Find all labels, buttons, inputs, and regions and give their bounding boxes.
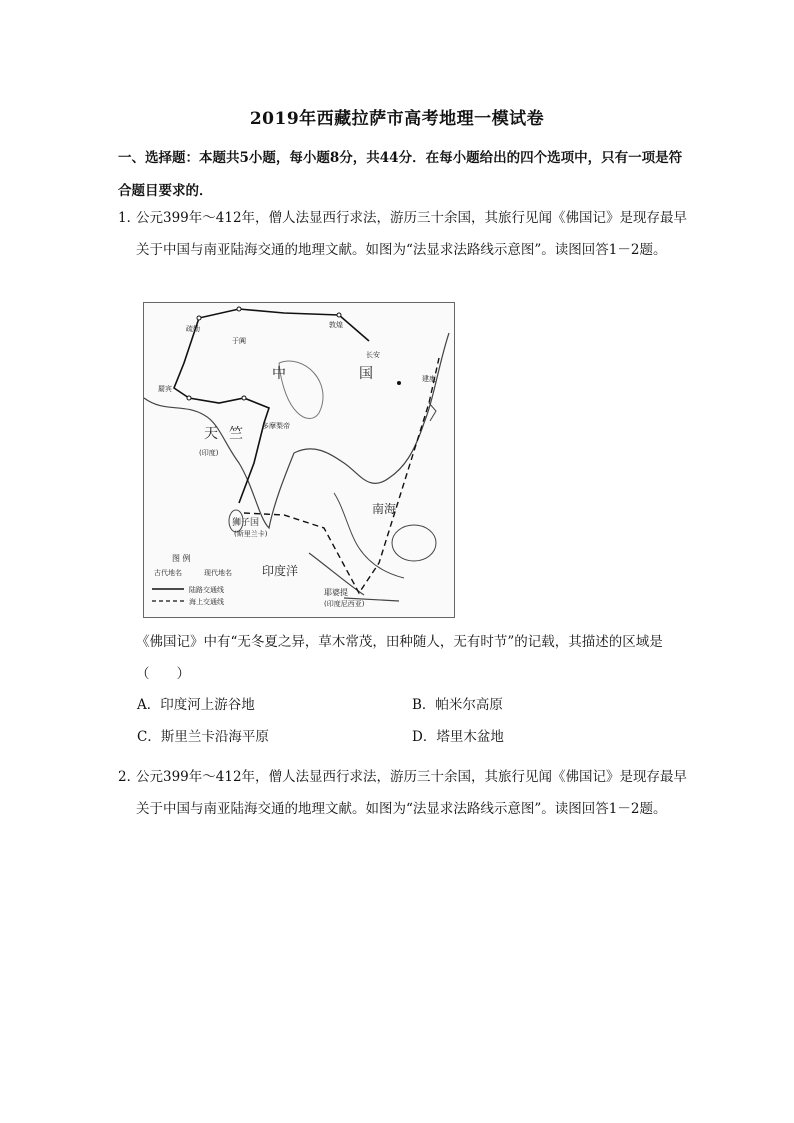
faxian-route-map [143, 302, 455, 618]
label-china-2: 国 [359, 366, 373, 382]
city-marker [237, 307, 241, 311]
city-marker [197, 316, 201, 320]
label-khotan: 于阗 [232, 337, 246, 345]
city-marker [337, 313, 341, 317]
city-marker [397, 381, 401, 385]
option-a[interactable]: A．印度河上游谷地 [137, 697, 255, 713]
label-shiziguo-sub: (斯里兰卡) [234, 530, 268, 538]
legend-land: 陆路交通线 [189, 586, 224, 594]
label-tianzhu-2: 竺 [229, 426, 243, 442]
label-jianye: 建康 [422, 375, 436, 383]
sea-route-line [244, 358, 439, 593]
section-heading: 一、选择题：本题共5小题，每小题8分，共44分．在每小题给出的四个选项中，只有一项是符合题目要求的． [118, 150, 683, 199]
option-d[interactable]: D．塔里木盆地 [412, 729, 504, 745]
question-2-text: 公元399年～412年，僧人法显西行求法，游历三十余国，其旅行见闻《佛国记》是现存最早关于中国与南亚陆海交通的地理文献。如图为“法显求法路线示意图”。读图回答1－2题。 [136, 769, 688, 817]
question-1-text: 公元399年～412年，僧人法显西行求法，游历三十余国，其旅行见闻《佛国记》是现存最早关于中国与南亚陆海交通的地理文献。如图为“法显求法路线示意图”。读图回答1－2题。 [136, 210, 688, 258]
label-dunhuang: 敦煌 [329, 321, 343, 329]
exam-title: 2019年西藏拉萨市高考地理一模试卷 [249, 109, 545, 129]
label-shule: 疏勒 [186, 325, 200, 333]
question-1-stem: 《佛国记》中有“无冬夏之异，草木常茂，田种随人，无有时节”的记载，其描述的区域是（ ） [136, 634, 663, 682]
label-yepoti: 耶婆提 [324, 588, 348, 597]
label-tianzhu-sub: (印度) [199, 449, 219, 457]
land-route-line [174, 309, 369, 503]
label-china-1: 中 [272, 366, 286, 382]
option-b[interactable]: B．帕米尔高原 [412, 697, 503, 713]
question-1 [118, 202, 688, 266]
label-jibin: 罽宾 [158, 385, 172, 393]
legend-sea: 海上交通线 [189, 598, 224, 606]
question-2 [118, 761, 688, 825]
label-yepoti-sub: (印度尼西亚) [324, 600, 365, 608]
borneo-island [392, 525, 436, 561]
legend-modern: 现代地名 [204, 569, 232, 577]
route-map-svg [144, 303, 454, 617]
legend-title: 图 例 [172, 554, 191, 563]
city-marker [242, 396, 246, 400]
label-changan: 长安 [366, 351, 380, 359]
option-c[interactable]: C．斯里兰卡沿海平原 [137, 729, 269, 745]
label-indian-ocean: 印度洋 [262, 564, 299, 578]
legend-city: 古代地名 [154, 569, 182, 577]
question-1-number: 1． [118, 210, 141, 226]
question-2-number: 2． [118, 769, 141, 785]
label-shiziguo: 狮子国 [232, 518, 260, 528]
label-south-sea: 南海 [372, 502, 397, 516]
city-marker [187, 396, 191, 400]
label-tianzhu-1: 天 [204, 426, 218, 442]
label-tamralipti: 多摩梨帝 [262, 422, 290, 430]
